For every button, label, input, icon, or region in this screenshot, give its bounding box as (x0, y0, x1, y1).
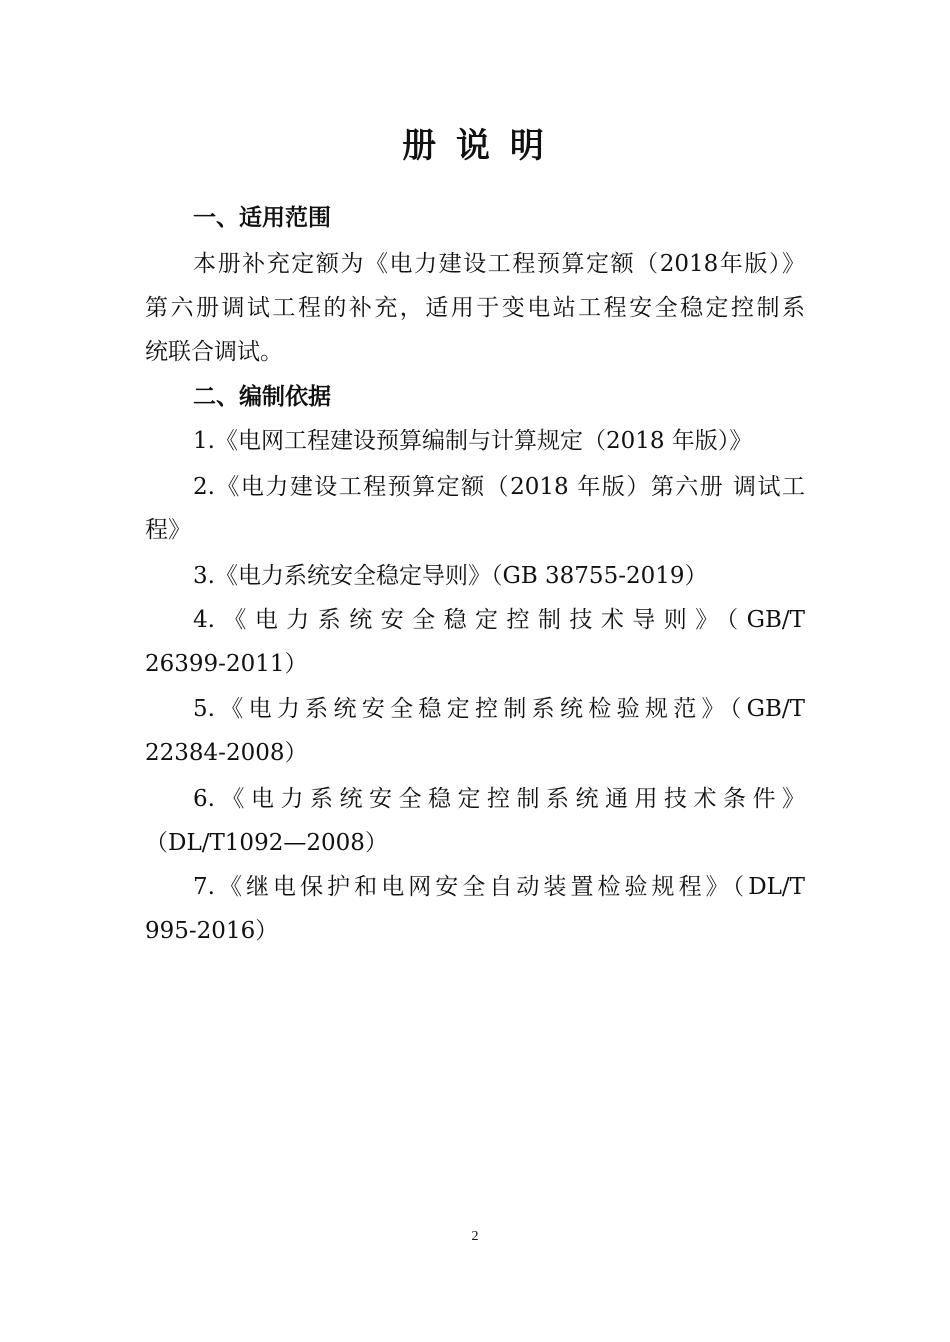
scope-paragraph-line: 第六册调试工程的补充，适用于变电站工程安全稳定控制系 (145, 295, 805, 321)
basis-item-6: 6.《电力系统安全稳定控制系统通用技术条件》 (193, 786, 805, 812)
basis-item-1: 1.《电网工程建设预算编制与计算规定（2018 年版）》 (193, 428, 753, 454)
page-number: 2 (471, 1229, 479, 1244)
basis-item-7-cont: 995-2016） (145, 918, 279, 944)
basis-item-7: 7.《继电保护和电网安全自动装置检验规程》（DL/T (193, 874, 805, 900)
basis-item-3: 3.《电力系统安全稳定导则》（GB 38755-2019） (193, 563, 708, 589)
basis-item-6-cont: （DL/T1092—2008） (145, 830, 388, 856)
basis-item-5-cont: 22384-2008） (145, 740, 308, 766)
scope-paragraph-line: 本册补充定额为《电力建设工程预算定额（2018年版）》 (193, 251, 805, 277)
basis-item-4: 4.《电力系统安全稳定控制技术导则》（GB/T (193, 607, 805, 633)
basis-item-5: 5.《电力系统安全稳定控制系统检验规范》（GB/T (193, 696, 805, 722)
page-title: 册 说 明 (402, 126, 548, 166)
section-heading-basis: 二、编制依据 (193, 384, 331, 410)
scope-paragraph-line: 统联合调试。 (145, 339, 283, 365)
basis-item-2: 2.《电力建设工程预算定额（2018 年版）第六册 调试工 (193, 474, 805, 500)
basis-item-4-cont: 26399-2011） (145, 651, 308, 677)
section-heading-scope: 一、适用范围 (193, 205, 331, 231)
basis-item-2-cont: 程》 (145, 517, 191, 543)
